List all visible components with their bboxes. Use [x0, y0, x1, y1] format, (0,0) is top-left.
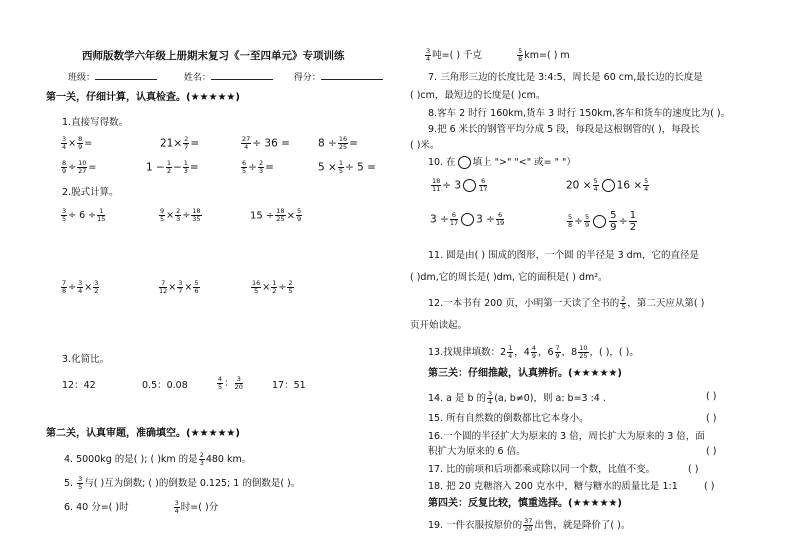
circle-icon — [602, 179, 615, 192]
question-16-line-2: 积扩大为原来的 6 倍。 — [428, 446, 526, 457]
section-1-title: 第一关，仔细计算，认真检查。(★★★★★) — [46, 92, 240, 103]
compare-item-1: $\frac{18}{11}$ ÷ 3 $\frac{6}{17}$ — [432, 177, 488, 193]
question-4: 4. 5000kg 的是( ); ( )km 的是 $\frac{2}{3}$ 480 km。 — [64, 451, 252, 467]
page-title: 西师版数学六年级上册期末复习《一至四单元》专项训练 — [82, 50, 345, 62]
question-14: 14. a 是 b 的 $\frac{3}{4}$ (a, b≠0)，则 a: b=3 :4 . — [428, 390, 606, 406]
question-9-line-2: ( )米。 — [410, 140, 440, 151]
name-field[interactable] — [211, 70, 273, 80]
question-19: 19. 一件衣服按原价的 $\frac{37}{20}$ 出售，就是降价了( )。 — [428, 517, 631, 533]
calc-item-8: 5 × $\frac{1}{5}$ ÷ 5 = — [318, 159, 376, 175]
circle-icon — [463, 179, 476, 192]
circle-icon — [461, 213, 474, 226]
question-9-line-1: 9.把 6 米长的钢管平均分成 5 段，每段是这根钢管的( )，每段长 — [428, 124, 700, 135]
answer-paren-18[interactable]: ( ) — [704, 481, 715, 492]
answer-paren-15[interactable]: ( ) — [706, 413, 717, 424]
section-2-title: 第二关，认真审题，准确填空。(★★★★★) — [46, 428, 240, 439]
score-label: 得分： — [293, 73, 321, 83]
expr-item-1: $\frac{3}{5}$ ÷ 6 ÷ $\frac{1}{15}$ — [62, 207, 106, 223]
question-6: 6. 40 分=( )时 $\frac{3}{4}$ 时=( )分 — [64, 499, 219, 515]
answer-paren-16[interactable]: ( ) — [706, 446, 717, 457]
ratio-item-3: $\frac{4}{5}$ ： $\frac{3}{20}$ — [218, 375, 243, 391]
compare-item-3: 3 ÷ $\frac{6}{17}$ 3 ÷ $\frac{6}{19}$ — [430, 211, 505, 227]
expr-item-5: $\frac{7}{12}$ × $\frac{3}{7}$ × $\frac{5}{6}$ — [159, 279, 199, 295]
compare-item-4: $\frac{5}{8}$ ÷ $\frac{5}{9}$ $\frac{5}{9}$ ÷ $\frac{1}{2}$ — [568, 210, 637, 233]
info-row — [68, 70, 383, 84]
q3-heading: 3.化简比。 — [62, 354, 110, 365]
question-5: 5. $\frac{3}{5}$ 与( )互为倒数; ( )的倒数是 0.125; 1 的倒数是( )。 — [64, 475, 301, 491]
question-8: 8.客车 2 时行 160km,货车 3 时行 150km,客车和货车的速度比为( )。 — [428, 108, 731, 119]
question-12-line-2: 页开始读起。 — [410, 320, 468, 331]
question-16-line-1: 16.一个圆的半径扩大为原来的 3 倍，周长扩大为原来的 3 倍，面 — [428, 431, 705, 442]
expr-item-2: $\frac{9}{5}$ × $\frac{2}{3}$ ÷ $\frac{18}{35}$ — [160, 207, 201, 223]
question-10: 10. 在 填上 ">" "<" 或= " "） — [428, 157, 576, 168]
question-12-line-1: 12.一本书有 200 页，小明第一天读了全书的 $\frac{2}{5}$ ，第二天应从第( ) — [428, 295, 705, 311]
calc-item-5: $\frac{8}{9}$ ÷ $\frac{10}{27}$ = — [62, 159, 97, 175]
question-11-line-2: ( )dm,它的周长是( )dm, 它的面积是( ) dm²。 — [410, 272, 608, 283]
circle-icon — [593, 215, 606, 228]
q2-heading: 2.脱式计算。 — [62, 187, 119, 198]
calc-item-6: 1 − $\frac{1}{2}$ − $\frac{1}{3}$ = — [146, 159, 199, 175]
calc-item-7: $\frac{6}{5}$ ÷ $\frac{2}{3}$ = — [242, 159, 274, 175]
calc-item-3: $\frac{27}{4}$ ÷ 36 = — [242, 135, 290, 151]
expr-item-4: $\frac{7}{8}$ ÷ $\frac{3}{4}$ × $\frac{3}{2}$ — [62, 279, 99, 295]
answer-paren-17[interactable]: ( ) — [688, 464, 699, 475]
question-18: 18. 把 20 克糖溶入 200 克水中，糖与糖水的质量比是 1:1 — [428, 481, 678, 492]
question-13: 13.找规律填数：2 $\frac{1}{4}$ ，4 $\frac{4}{9}$ ，6 $\frac{7}{9}$ ，8 $\frac{10}{25}$ ，( )，( )。 — [428, 344, 639, 360]
class-field[interactable] — [95, 70, 157, 80]
circle-icon — [458, 156, 471, 169]
q1-heading: 1.直接写得数。 — [62, 117, 129, 128]
name-label: 姓名： — [183, 73, 211, 83]
ratio-item-2: 0.5：0.08 — [142, 380, 188, 391]
unit-conversion-row: $\frac{3}{4}$ 吨=( ) 千克 $\frac{5}{8}$ km=( ) m — [426, 47, 570, 63]
question-15: 15. 所有自然数的倒数都比它本身小。 — [428, 413, 589, 424]
ratio-item-1: 12：42 — [62, 380, 96, 391]
compare-item-2: 20 × $\frac{5}{4}$ 16 × $\frac{5}{4}$ — [566, 177, 649, 193]
calc-item-1: $\frac{3}{4}$ × $\frac{8}{9}$ = — [62, 135, 93, 151]
section-4-title: 第四关：反复比较，慎重选择。(★★★★★) — [428, 498, 622, 509]
score-field[interactable] — [321, 70, 383, 80]
expr-item-6: $\frac{16}{5}$ × $\frac{1}{2}$ ÷ $\frac{2}{5}$ — [252, 279, 293, 295]
question-7-line-2: ( )cm，最短边的长度是( )cm。 — [410, 90, 546, 101]
calc-item-2: 21× $\frac{2}{7}$ = — [160, 135, 200, 151]
calc-item-4: 8 ÷ $\frac{16}{25}$ = — [318, 135, 358, 151]
question-7-line-1: 7. 三角形三边的长度比是 3:4:5，周长是 60 cm,最长边的长度是 — [428, 72, 703, 83]
section-3-title: 第三关：仔细推敲，认真辨析。(★★★★★) — [428, 368, 622, 379]
expr-item-3: 15 ÷ $\frac{18}{25}$ × $\frac{5}{9}$ — [250, 207, 302, 223]
ratio-item-4: 17：51 — [272, 380, 306, 391]
question-11-line-1: 11. 圆是由( ) 围成的图形，一个圆 的半径是 3 dm，它的直径是 — [428, 250, 699, 261]
class-label: 班级： — [68, 73, 96, 83]
question-17: 17. 比的前项和后项都乘或除以同一个数，比值不变。 — [428, 464, 656, 475]
answer-paren-14[interactable]: ( ) — [706, 391, 717, 402]
